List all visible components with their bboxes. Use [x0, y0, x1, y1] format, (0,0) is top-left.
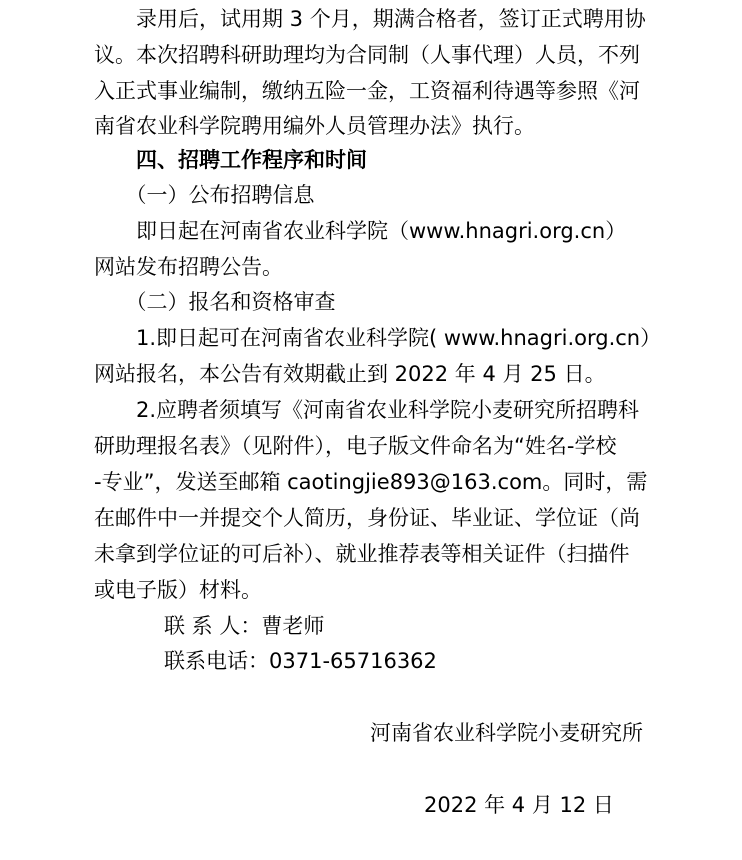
subsection-heading-1: （一）公布招聘信息: [94, 183, 315, 207]
subsection-heading-2: （二）报名和资格审查: [94, 290, 336, 314]
body-line-3: 入正式事业编制，缴纳五险一金，工资福利待遇等参照《河: [94, 79, 640, 103]
body-line-13: 研助理报名表》（见附件），电子版文件命名为“姓名-学校: [94, 434, 617, 458]
body-line-8: 网站发布招聘公告。: [94, 255, 283, 279]
body-line-7: 即日起在河南省农业科学院（www.hnagri.org.cn）: [94, 219, 627, 243]
contact-person: 联 系 人：曹老师: [122, 614, 325, 638]
signature-org: 河南省农业科学院小麦研究所: [370, 721, 643, 745]
body-line-1: 录用后，试用期 3 个月，期满合格者，签订正式聘用协: [94, 7, 646, 31]
body-line-10: 1.即日起可在河南省农业科学院( www.hnagri.org.cn）: [94, 326, 662, 350]
body-line-15: 在邮件中一并提交个人简历，身份证、毕业证、学位证（尚: [94, 506, 640, 530]
section-heading: 四、招聘工作程序和时间: [94, 148, 367, 172]
body-line-12: 2.应聘者须填写《河南省农业科学院小麦研究所招聘科: [94, 398, 640, 422]
signature-date: 2022 年 4 月 12 日: [424, 793, 614, 817]
body-line-14: -专业”，发送至邮箱 caotingjie893@163.com。同时，需: [94, 470, 648, 494]
body-line-17: 或电子版）材料。: [94, 578, 262, 602]
body-line-16: 未拿到学位证的可后补）、就业推荐表等相关证件（扫描件: [94, 542, 630, 566]
body-line-2: 议。本次招聘科研助理均为合同制（人事代理）人员，不列: [94, 43, 640, 67]
body-line-4: 南省农业科学院聘用编外人员管理办法》执行。: [94, 114, 535, 138]
body-line-11: 网站报名，本公告有效期截止到 2022 年 4 月 25 日。: [94, 362, 606, 386]
contact-phone: 联系电话：0371-65716362: [122, 649, 437, 673]
